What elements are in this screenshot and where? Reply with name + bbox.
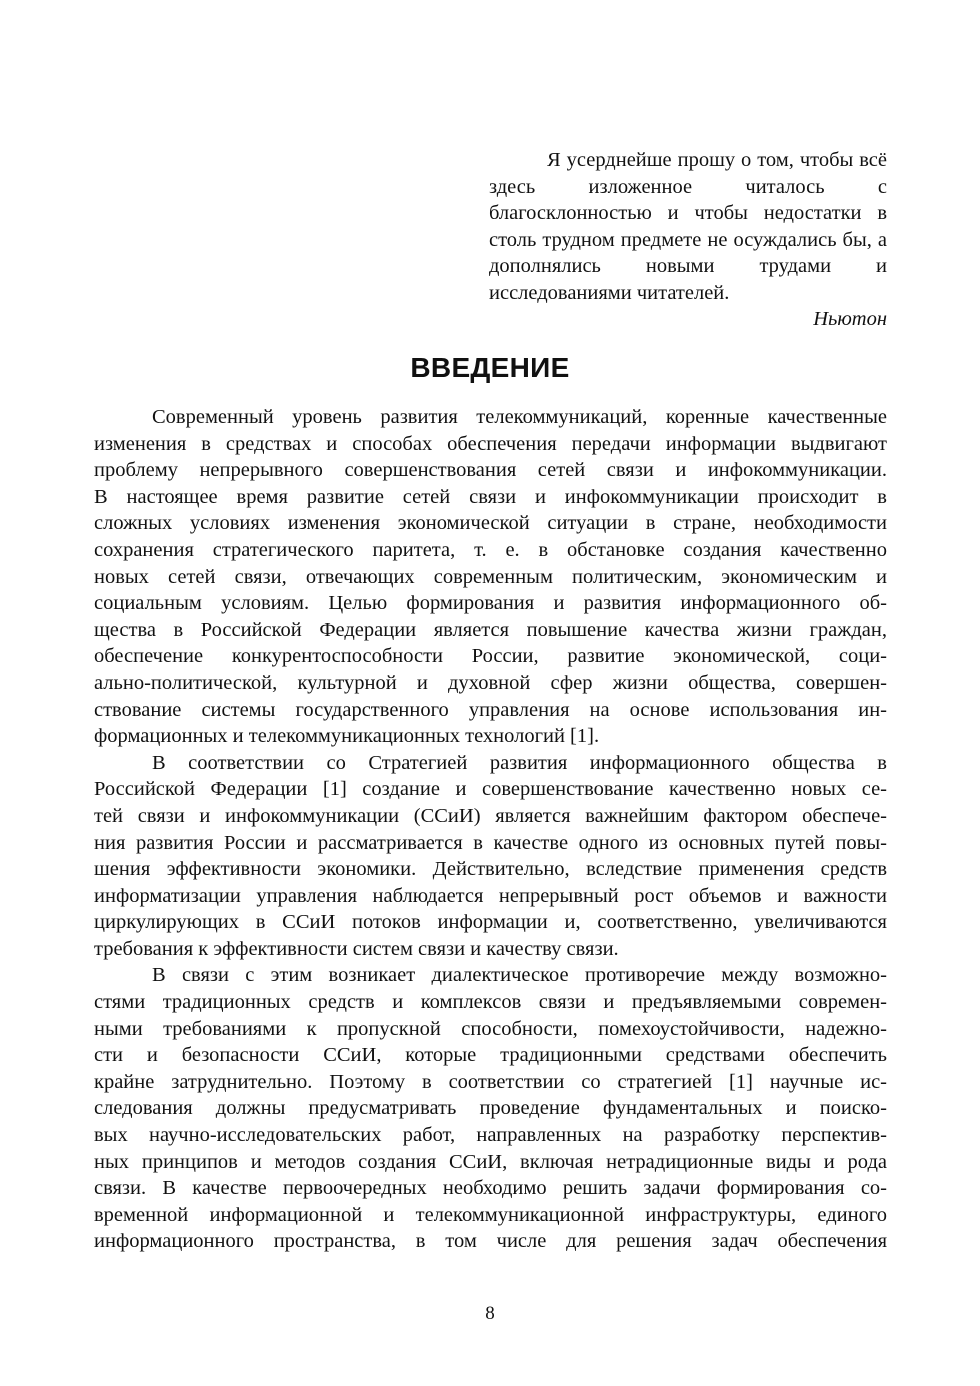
text-line: В настоящее время развитие сетей связи и инфокоммуникации происходит в <box>94 485 887 508</box>
epigraph <box>489 147 887 307</box>
text-line: ных принципов и методов создания ССиИ, включая нетрадиционные виды и рода <box>94 1150 887 1173</box>
page-number: 8 <box>485 1303 495 1324</box>
text-line: сложных условиях изменения экономической ситуации в стране, необходимости <box>94 512 887 535</box>
paragraph-1 <box>94 404 887 750</box>
text-line: ными требованиями к пропускной способности, помехоустойчивости, надежно- <box>94 1017 887 1040</box>
text-line: крайне затруднительно. Поэтому в соответствии со стратегией [1] научные ис- <box>94 1070 887 1093</box>
text-line: информационного пространства, в том числе для решения задач обеспечения <box>94 1230 887 1253</box>
paragraph-3 <box>94 962 887 1255</box>
text-line: временной информационной и телекоммуникационной инфраструктуры, единого <box>94 1203 887 1226</box>
text-line: связи. В качестве первоочередных необходимо решить задачи формирования со- <box>94 1177 887 1200</box>
paragraph-2 <box>94 750 887 963</box>
text-line: тей связи и инфокоммуникации (ССиИ) является важнейшим фактором обеспече- <box>94 804 887 827</box>
body-text <box>94 404 887 1255</box>
epigraph-author: Ньютон <box>813 308 887 330</box>
text-line: требования к эффективности систем связи и качеству связи. <box>94 937 619 960</box>
text-line: Современный уровень развития телекоммуникаций, коренные качественные <box>152 406 887 428</box>
text-line: сохранения стратегического паритета, т. е. в обстановке создания качественно <box>94 538 887 561</box>
text-line: циркулирующих в ССиИ потоков информации и, соответственно, увеличиваются <box>94 911 887 934</box>
text-line: В соответствии со Стратегией развития информационного общества в <box>152 751 887 774</box>
text-line: щества в Российской Федерации является повышение качества жизни граждан, <box>94 618 887 641</box>
text-line: изменения в средствах и способах обеспечения передачи информации выдвигают <box>94 432 887 455</box>
text-line: проблему непрерывного совершенствования сетей связи и инфокоммуникации. <box>94 459 887 482</box>
text-line: стями традиционных средств и комплексов связи и предъявляемыми современ- <box>94 991 887 1014</box>
text-line: следования должны предусматривать проведение фундаментальных и поиско- <box>94 1097 887 1120</box>
text-line: новых сетей связи, отвечающих современным политическим, экономическим и <box>94 565 887 588</box>
text-line: вых научно-исследовательских работ, направленных на разработку перспектив- <box>94 1124 887 1147</box>
text-line: шения эффективности экономики. Действительно, вследствие применения средств <box>94 858 887 881</box>
section-heading: ВВЕДЕНИЕ <box>410 352 570 383</box>
text-line: формационных и телекоммуникационных технологий [1]. <box>94 725 600 748</box>
text-line: обеспечение конкурентоспособности России, развитие экономической, соци- <box>94 645 887 668</box>
text-line: ния развития России и рассматривается в качестве одного из основных путей повы- <box>94 831 887 854</box>
text-line: ально-политической, культурной и духовной сфер жизни общества, совершен- <box>94 671 887 694</box>
text-line: Российской Федерации [1] создание и совершенствование качественно новых се- <box>94 778 887 801</box>
text-line: ствование системы государственного управления на основе использования ин- <box>94 698 887 721</box>
epigraph-text: Я усерднейше прошу о том, чтобы всё здесь изложенное читалось с благосклонностью и чтобы недостатки в столь трудном предмете не осуждались бы, а дополнялись новыми трудами и исследованиями читателей. <box>489 149 887 304</box>
text-line: В связи с этим возникает диалектическое противоречие между возможно- <box>152 964 887 987</box>
text-line: информатизации управления наблюдается непрерывный рост объемов и важности <box>94 884 887 907</box>
text-line: сти и безопасности ССиИ, которые традиционными средствами обеспечить <box>94 1044 887 1067</box>
text-line: социальным условиям. Целью формирования и развития информационного об- <box>94 592 887 615</box>
